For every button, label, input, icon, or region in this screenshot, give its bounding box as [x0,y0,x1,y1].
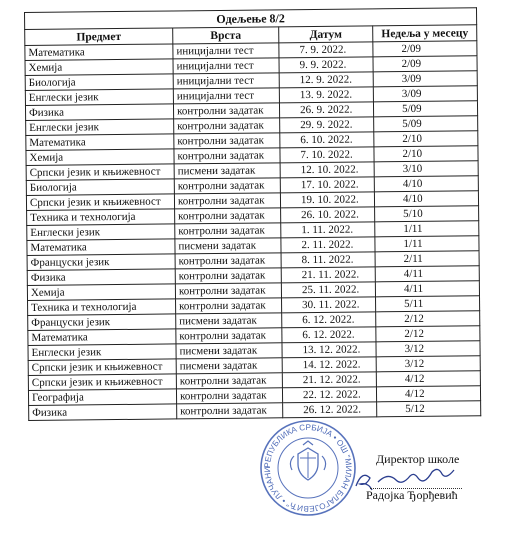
cell-date: 6. 12. 2022. [282,312,376,328]
cell-week: 4/11 [375,266,479,282]
cell-subject: Техника и технологија [27,209,175,226]
cell-type: контролни задатак [176,388,282,404]
cell-week: 3/12 [376,356,480,372]
cell-week: 5/09 [374,116,478,132]
cell-type: контролни задатак [176,328,282,344]
cell-date: 12. 9. 2022. [279,72,373,88]
cell-date: 26. 9. 2022. [279,102,373,118]
cell-subject: Математика [28,329,176,346]
cell-date: 17. 10. 2022. [280,177,374,193]
cell-week: 1/11 [375,236,479,252]
cell-type: контролни задатак [173,103,279,119]
cell-subject: Српски језик и књижевност [28,374,176,391]
cell-week: 5/10 [375,206,479,222]
cell-type: контролни задатак [175,253,281,269]
serbian-coat-of-arms-icon [290,441,325,480]
cell-subject: Француски језик [27,254,175,271]
cell-type: контролни задатак [176,373,282,389]
cell-type: контролни задатак [177,403,283,419]
cell-type: контролни задатак [174,178,280,194]
cell-subject: Енглески језик [26,119,174,136]
cell-type: контролни задатак [174,133,280,149]
cell-type: иницијални тест [173,43,279,59]
cell-type: контролни задатак [174,118,280,134]
director-title: Директор школе [376,452,460,466]
cell-week: 4/11 [375,281,479,297]
cell-type: иницијални тест [173,58,279,74]
cell-date: 21. 11. 2022. [281,267,375,283]
cell-date: 14. 12. 2022. [282,357,376,373]
cell-date: 2. 11. 2022. [281,237,375,253]
cell-subject: Математика [25,44,173,61]
cell-subject: Техника и технологија [28,299,176,316]
cell-week: 4/12 [376,371,480,387]
cell-week: 5/09 [373,101,477,117]
cell-week: 2/12 [376,311,480,327]
cell-week: 4/12 [376,386,480,402]
cell-week: 3/09 [373,86,477,102]
cell-subject: Математика [26,134,174,151]
cell-type: контролни задатак [175,268,281,284]
stamp-text: РЕПУБЛИКА СРБИЈА • ОШ "МИЛАН БЛАГОЈЕВИЋ" • ЛУЧАНИ [262,422,354,514]
cell-date: 21. 12. 2022. [282,372,376,388]
cell-date: 13. 12. 2022. [282,342,376,358]
cell-date: 9. 9. 2022. [279,57,373,73]
cell-week: 2/09 [373,56,477,72]
cell-subject: Биологија [25,74,173,91]
cell-type: контролни задатак [175,208,281,224]
cell-type: писмени задатак [174,163,280,179]
cell-subject: Енглески језик [28,344,176,361]
cell-date: 22. 12. 2022. [282,387,376,403]
cell-subject: Географија [28,389,176,406]
cell-date: 7. 9. 2022. [279,42,373,58]
cell-week: 4/10 [374,191,478,207]
cell-subject: Математика [27,239,175,256]
cell-type: писмени задатак [176,313,282,329]
table-body [25,41,481,421]
cell-week: 2/12 [376,326,480,342]
cell-date: 13. 9. 2022. [279,87,373,103]
cell-date: 6. 12. 2022. [282,327,376,343]
cell-date: 30. 11. 2022. [282,297,376,313]
cell-subject: Физика [25,104,173,121]
cell-week: 2/11 [375,251,479,267]
cell-subject: Хемија [27,284,175,301]
header-date: Датум [279,26,373,43]
cell-date: 8. 11. 2022. [281,252,375,268]
header-week: Недеља у месецу [373,25,477,42]
cell-type: контролни задатак [176,298,282,314]
signature-block [352,452,522,532]
cell-week: 2/10 [374,131,478,147]
table-title: Одељење 8/2 [25,8,477,30]
cell-subject: Хемија [26,149,174,166]
cell-type: иницијални тест [173,88,279,104]
cell-subject: Српски језик и књижевност [26,194,174,211]
cell-week: 5/12 [377,401,481,417]
cell-type: писмени задатак [175,238,281,254]
cell-subject: Физика [29,404,177,421]
cell-subject: Енглески језик [27,224,175,241]
cell-date: 7. 10. 2022. [280,147,374,163]
cell-date: 29. 9. 2022. [280,117,374,133]
cell-date: 26. 12. 2022. [283,402,377,418]
cell-type: писмени задатак [176,358,282,374]
cell-week: 4/10 [374,176,478,192]
cell-date: 6. 10. 2022. [280,132,374,148]
cell-type: контролни задатак [174,148,280,164]
cell-subject: Француски језик [28,314,176,331]
schedule-table [24,7,481,421]
cell-week: 5/11 [376,296,480,312]
cell-subject: Српски језик и књижевност [28,359,176,376]
header-subject: Предмет [25,28,173,46]
cell-subject: Српски језик и књижевност [26,164,174,181]
cell-week: 3/12 [376,341,480,357]
cell-week: 2/10 [374,146,478,162]
cell-week: 3/10 [374,161,478,177]
schedule-sheet [24,7,480,421]
cell-date: 19. 10. 2022. [280,192,374,208]
director-name: Радојка Ђорђевић [366,488,458,502]
school-stamp [258,418,358,518]
header-type: Врста [173,27,279,44]
cell-subject: Физика [27,269,175,286]
cell-type: контролни задатак [175,283,281,299]
cell-week: 3/09 [373,71,477,87]
cell-subject: Енглески језик [25,89,173,106]
cell-date: 26. 10. 2022. [281,207,375,223]
cell-type: контролни задатак [175,223,281,239]
cell-date: 1. 11. 2022. [281,222,375,238]
cell-type: иницијални тест [173,73,279,89]
cell-type: контролни задатак [174,193,280,209]
cell-week: 1/11 [375,221,479,237]
cell-subject: Хемија [25,59,173,76]
cell-subject: Биологија [26,179,174,196]
cell-date: 12. 10. 2022. [280,162,374,178]
cell-date: 25. 11. 2022. [281,282,375,298]
cell-type: писмени задатак [176,343,282,359]
cell-week: 2/09 [373,41,477,57]
